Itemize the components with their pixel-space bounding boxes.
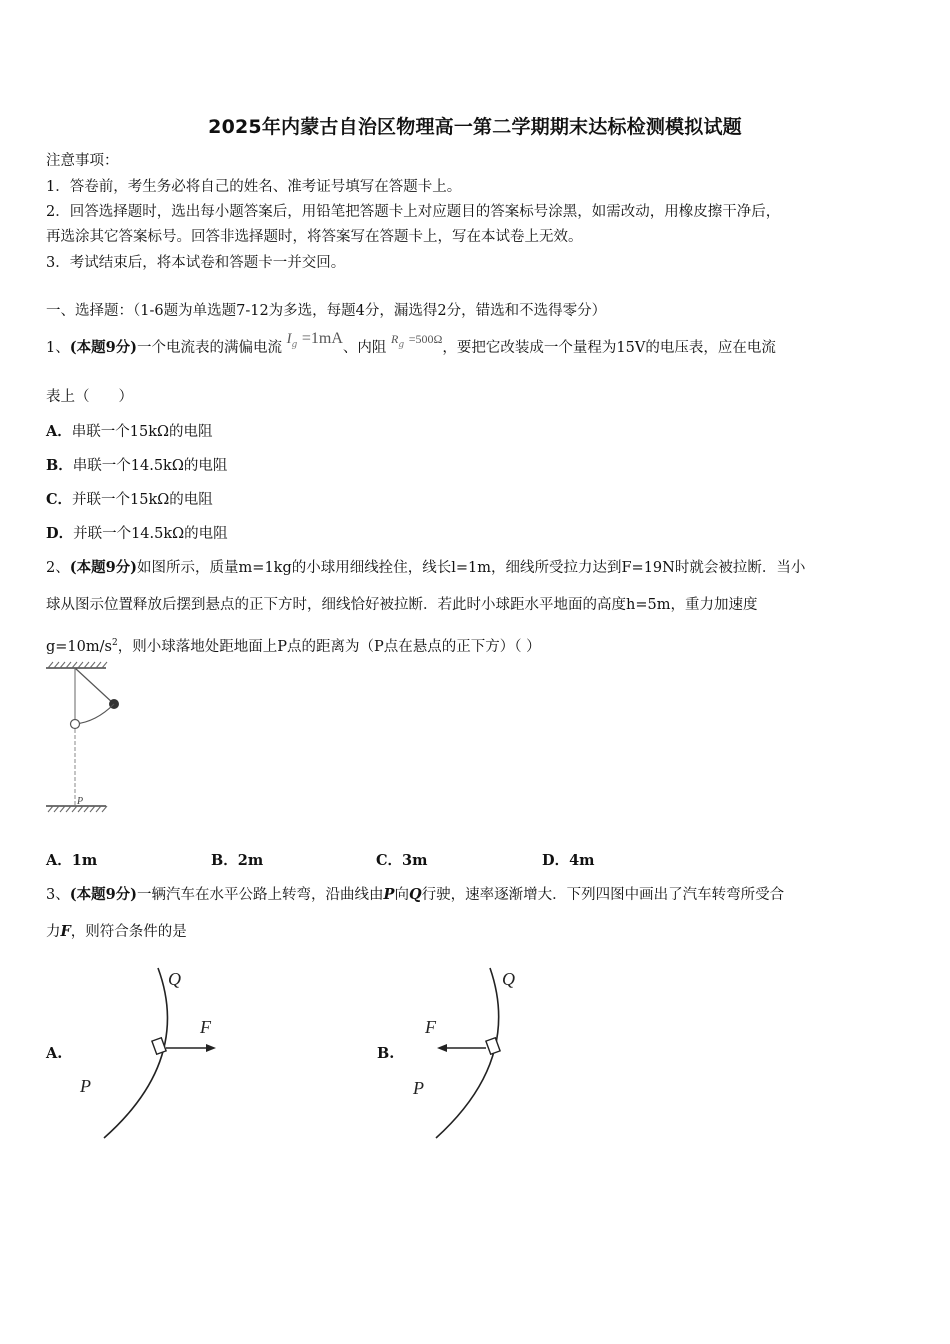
q1-line-1 bbox=[46, 330, 776, 364]
q1-option-b: B．串联一个14.5kΩ的电阻 bbox=[46, 457, 228, 474]
label-q-a: Q bbox=[168, 969, 181, 989]
notice-item-2a: 2．回答选择题时，选出每小题答案后，用铅笔把答题卡上对应题目的答案标号涂黑，如需改动，用橡皮擦干净后， bbox=[46, 204, 781, 220]
q3-option-a-label: A. bbox=[46, 1045, 63, 1062]
rg-symbol: R bbox=[391, 332, 399, 346]
q1-option-d: D．并联一个14.5kΩ的电阻 bbox=[46, 525, 228, 542]
q1-number: 1、 bbox=[46, 340, 70, 356]
car-a bbox=[152, 1038, 166, 1055]
curve-b bbox=[436, 968, 499, 1138]
ig-sub: g bbox=[291, 340, 298, 350]
ig-symbol: I bbox=[286, 331, 292, 347]
q2-options bbox=[46, 851, 906, 871]
label-f-b: F bbox=[425, 1017, 436, 1037]
q2-option-d: D．4m bbox=[542, 852, 595, 869]
q1-text-c: ，要把它改装成一个量程为15V的电压表，应在电流 bbox=[442, 340, 776, 356]
q2-option-a: A．1m bbox=[46, 852, 98, 869]
pendulum-figure bbox=[44, 660, 134, 820]
q3-line-1: 3、(本题9分)一辆汽车在水平公路上转弯，沿曲线由P向Q行驶，速率逐渐增大．下列四图中画出了汽车转弯所受合 bbox=[46, 886, 785, 903]
notice-item-1: 1．答卷前，考生务必将自己的姓名、准考证号填写在答题卡上。 bbox=[46, 179, 462, 195]
q2-line-1 bbox=[46, 558, 805, 578]
q3-figure-a bbox=[70, 960, 240, 1150]
q1-ig-formula bbox=[286, 330, 343, 350]
notice-heading: 注意事项： bbox=[46, 153, 119, 169]
q2-score: (本题9分) bbox=[69, 559, 138, 576]
page-title: 2025年内蒙古自治区物理高一第二学期期末达标检测模拟试题 bbox=[208, 116, 742, 138]
label-p-b: P bbox=[413, 1078, 424, 1098]
q1-text-b: 、内阻 bbox=[342, 340, 387, 356]
q3-figure-b bbox=[400, 960, 570, 1150]
q1-rg-formula bbox=[391, 331, 443, 350]
q2-line-2: 球从图示位置释放后摆到悬点的正下方时，细线恰好被拉断．若此时小球距水平地面的高度h=5m，重力加速度 bbox=[46, 597, 758, 613]
q2-number: 2、 bbox=[46, 560, 70, 576]
rg-sub: g bbox=[398, 340, 405, 350]
ig-value: =1mA bbox=[301, 330, 343, 347]
car-b bbox=[486, 1038, 500, 1055]
label-q-b: Q bbox=[502, 969, 515, 989]
q2-line-3: $g=10m/s^2$，则小球落地处距地面上P点的距离为（P点在悬点的正下方）（ ） bbox=[46, 638, 541, 655]
q3-option-b-label: B. bbox=[377, 1045, 395, 1062]
q2-text-1: 如图所示，质量m=1kg的小球用细线拴住，线长l=1m，细线所受拉力达到F=19N时就会被拉断．当小 bbox=[137, 560, 806, 576]
q1-line-2: 表上（ ） bbox=[46, 389, 133, 405]
q1-text-a: 一个电流表的满偏电流 bbox=[137, 340, 283, 356]
notice-item-2b: 再选涂其它答案标号。回答非选择题时，将答案写在答题卡上，写在本试卷上无效。 bbox=[46, 229, 583, 245]
label-f-a: F bbox=[200, 1017, 211, 1037]
q1-option-a: A．串联一个15kΩ的电阻 bbox=[46, 423, 213, 440]
q2-option-c: C．3m bbox=[376, 852, 428, 869]
section-heading: 一、选择题：（1-6题为单选题7-12为多选，每题4分，漏选得2分，错选和不选得零分） bbox=[46, 303, 607, 319]
q1-option-c: C．并联一个15kΩ的电阻 bbox=[46, 491, 213, 508]
rg-value: =500Ω bbox=[408, 332, 443, 346]
pendulum-label-p: P bbox=[77, 796, 84, 807]
label-p-a: P bbox=[80, 1076, 91, 1096]
notice-item-3: 3．考试结束后，将本试卷和答题卡一并交回。 bbox=[46, 255, 346, 271]
q1-score: (本题9分) bbox=[69, 339, 138, 356]
q2-option-b: B．2m bbox=[211, 852, 264, 869]
q3-line-2: 力F，则符合条件的是 bbox=[46, 923, 187, 940]
